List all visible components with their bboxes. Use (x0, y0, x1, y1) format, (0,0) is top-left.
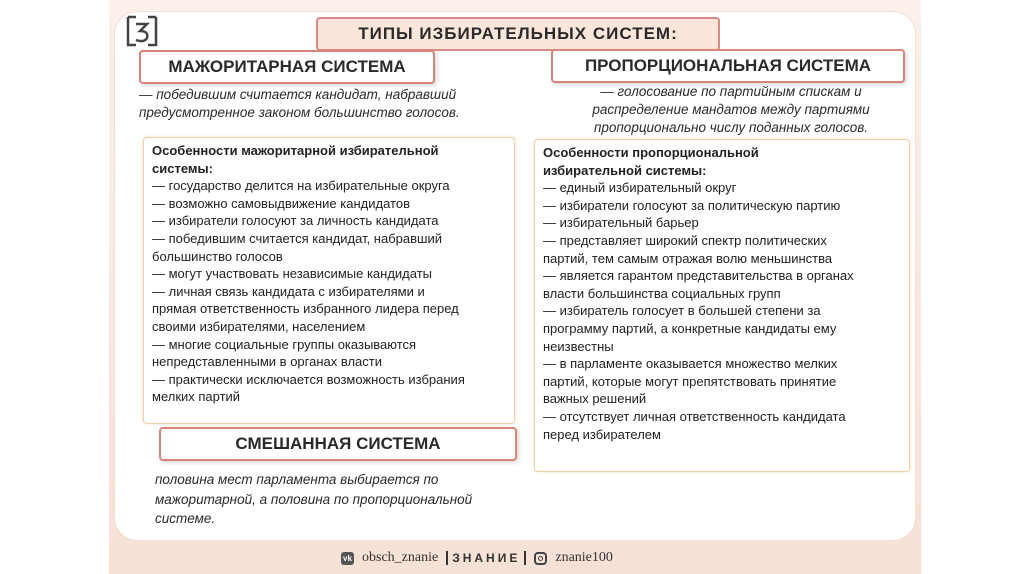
feature-item: — возможно самовыдвижение кандидатов (152, 195, 410, 211)
desc-line: предусмотренное законом большинство голосов. (139, 105, 460, 120)
instagram-handle[interactable]: znanie100 (555, 550, 613, 565)
proportional-features (534, 139, 910, 472)
feature-item: мелких партий (152, 389, 241, 405)
features-heading: избирательной системы: (543, 162, 707, 178)
desc-line: системе. (155, 511, 216, 526)
z-logo-icon (125, 14, 159, 48)
feature-item: перед избирателем (543, 426, 661, 442)
feature-item: — избиратель голосует в большей степени за (543, 303, 821, 319)
desc-line: мажоритарной, а половина по пропорциональной (155, 491, 473, 507)
page-title: ТИПЫ ИЗБИРАТЕЛЬНЫХ СИСТЕМ: (316, 17, 720, 51)
desc-line: распределение мандатов между партиями (592, 102, 870, 117)
feature-item: неизвестны (543, 338, 614, 354)
feature-item: — могут участвовать независимые кандидаты (152, 266, 433, 282)
feature-item: — личная связь кандидата с избирателями и (152, 283, 425, 299)
vk-icon[interactable]: vk (341, 552, 354, 565)
mixed-description (155, 470, 535, 529)
feature-item: непредставленными в органах власти (152, 354, 383, 370)
feature-item: — является гарантом представительства в органах (543, 268, 854, 284)
brand-logo: ЗНАНИЕ (446, 551, 526, 565)
features-heading: Особенности мажоритарной избирательной (152, 143, 439, 158)
feature-item: партий, тем самым отражая волю меньшинства (543, 250, 833, 266)
slide (109, 0, 921, 574)
feature-item: — избирательный барьер (543, 215, 699, 231)
feature-item: — избиратели голосуют за личность кандидата (152, 213, 439, 229)
features-heading: системы: (152, 160, 213, 176)
feature-item: программу партий, а конкретные кандидаты ему (543, 320, 837, 336)
desc-line: пропорционально числу поданных голосов. (593, 120, 869, 135)
feature-item: — многие социальные группы оказываются (152, 336, 417, 352)
desc-line: — голосование по партийным спискам и (600, 84, 862, 99)
instagram-icon[interactable] (534, 552, 547, 565)
majoritarian-description (139, 86, 539, 122)
feature-item: — единый избирательный округ (543, 180, 737, 196)
majoritarian-features (143, 137, 515, 424)
feature-item: большинство голосов (152, 248, 283, 264)
feature-item: — избиратели голосуют за политическую партию (543, 197, 841, 213)
proportional-description (551, 83, 911, 137)
desc-line: половина мест парламента выбирается по (155, 472, 439, 487)
feature-item: прямая ответственность избранного лидера перед (152, 301, 459, 317)
feature-item: партий, которые могут препятствовать принятие (543, 373, 837, 389)
vk-handle[interactable]: obsch_znanie (362, 550, 439, 565)
features-heading: Особенности пропорциональной (543, 145, 759, 160)
feature-item: — представляет широкий спектр политических (543, 232, 827, 248)
feature-item: своими избирателями, населением (152, 318, 366, 334)
footer (341, 546, 613, 570)
feature-item: — практически исключается возможность избрания (152, 371, 465, 387)
feature-item: — победившим считается кандидат, набравший (152, 230, 442, 246)
proportional-label: ПРОПОРЦИОНАЛЬНАЯ СИСТЕМА (551, 49, 905, 83)
feature-item: — отсутствует личная ответственность кандидата (543, 408, 846, 424)
feature-item: — государство делится на избирательные округа (152, 178, 450, 194)
feature-item: — в парламенте оказывается множество мелких (543, 356, 838, 372)
feature-item: важных решений (543, 391, 647, 407)
desc-line: — победившим считается кандидат, набравший (139, 87, 457, 102)
majoritarian-label: МАЖОРИТАРНАЯ СИСТЕМА (139, 50, 435, 84)
mixed-label: СМЕШАННАЯ СИСТЕМА (159, 427, 517, 461)
content-card (115, 12, 915, 540)
feature-item: власти большинства социальных групп (543, 285, 781, 301)
